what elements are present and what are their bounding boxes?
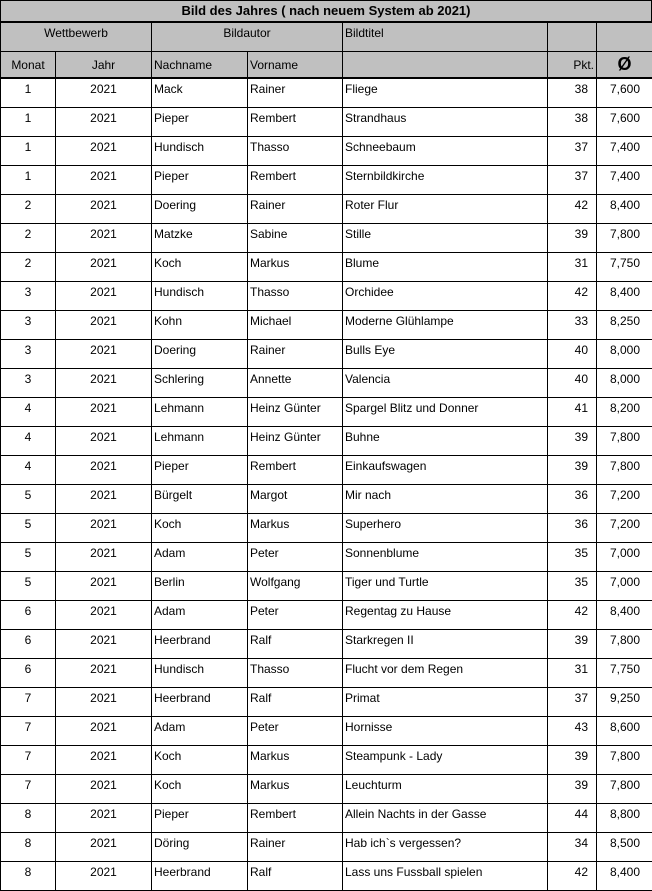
cell-bildtitel: Starkregen II — [343, 630, 548, 659]
cell-pkt: 39 — [548, 456, 597, 485]
table-row — [1, 456, 652, 485]
cell-pkt: 39 — [548, 746, 597, 775]
cell-bildtitel: Schneebaum — [343, 137, 548, 166]
cell-pkt: 39 — [548, 775, 597, 804]
cell-jahr: 2021 — [56, 485, 152, 514]
cell-nachname: Kohn — [152, 311, 248, 340]
cell-bildtitel: Mir nach — [343, 485, 548, 514]
table-row — [1, 862, 652, 891]
cell-vorname: Thasso — [248, 282, 343, 311]
col-header-jahr: Jahr — [56, 52, 152, 79]
col-header-pkt: Pkt. — [548, 52, 597, 79]
cell-vorname: Rainer — [248, 340, 343, 369]
col-header-average: Ø — [597, 52, 652, 79]
cell-bildtitel: Leuchturm — [343, 775, 548, 804]
cell-monat: 4 — [1, 398, 56, 427]
cell-nachname: Bürgelt — [152, 485, 248, 514]
cell-average: 8,400 — [597, 282, 652, 311]
cell-pkt: 42 — [548, 282, 597, 311]
cell-monat: 5 — [1, 572, 56, 601]
cell-average: 7,750 — [597, 659, 652, 688]
table-row — [1, 543, 652, 572]
cell-monat: 4 — [1, 427, 56, 456]
cell-vorname: Rainer — [248, 195, 343, 224]
table-row — [1, 485, 652, 514]
cell-nachname: Pieper — [152, 456, 248, 485]
cell-average: 7,200 — [597, 514, 652, 543]
cell-nachname: Koch — [152, 253, 248, 282]
cell-monat: 7 — [1, 775, 56, 804]
cell-bildtitel: Regentag zu Hause — [343, 601, 548, 630]
table-row — [1, 746, 652, 775]
cell-monat: 7 — [1, 746, 56, 775]
cell-jahr: 2021 — [56, 514, 152, 543]
cell-vorname: Thasso — [248, 137, 343, 166]
cell-bildtitel: Steampunk - Lady — [343, 746, 548, 775]
cell-vorname: Markus — [248, 253, 343, 282]
cell-monat: 2 — [1, 224, 56, 253]
cell-vorname: Rembert — [248, 804, 343, 833]
results-table — [0, 22, 652, 891]
cell-average: 7,000 — [597, 572, 652, 601]
cell-nachname: Hundisch — [152, 659, 248, 688]
cell-vorname: Markus — [248, 746, 343, 775]
cell-bildtitel: Moderne Glühlampe — [343, 311, 548, 340]
cell-pkt: 36 — [548, 485, 597, 514]
cell-nachname: Adam — [152, 717, 248, 746]
cell-monat: 3 — [1, 282, 56, 311]
cell-average: 7,800 — [597, 456, 652, 485]
cell-average: 7,600 — [597, 78, 652, 108]
cell-average: 7,400 — [597, 137, 652, 166]
cell-monat: 6 — [1, 659, 56, 688]
cell-bildtitel: Spargel Blitz und Donner — [343, 398, 548, 427]
cell-monat: 5 — [1, 485, 56, 514]
cell-jahr: 2021 — [56, 427, 152, 456]
cell-bildtitel: Hab ich`s vergessen? — [343, 833, 548, 862]
cell-nachname: Lehmann — [152, 398, 248, 427]
cell-jahr: 2021 — [56, 137, 152, 166]
cell-average: 7,800 — [597, 775, 652, 804]
cell-pkt: 42 — [548, 601, 597, 630]
cell-jahr: 2021 — [56, 833, 152, 862]
cell-nachname: Doering — [152, 340, 248, 369]
cell-pkt: 39 — [548, 427, 597, 456]
table-row — [1, 282, 652, 311]
cell-nachname: Mack — [152, 78, 248, 108]
cell-jahr: 2021 — [56, 311, 152, 340]
group-empty-avg — [597, 23, 652, 52]
cell-bildtitel: Lass uns Fussball spielen — [343, 862, 548, 891]
cell-average: 8,400 — [597, 862, 652, 891]
group-header-row — [1, 23, 652, 52]
cell-bildtitel: Orchidee — [343, 282, 548, 311]
cell-bildtitel: Strandhaus — [343, 108, 548, 137]
cell-vorname: Sabine — [248, 224, 343, 253]
cell-bildtitel: Hornisse — [343, 717, 548, 746]
cell-monat: 1 — [1, 108, 56, 137]
cell-vorname: Markus — [248, 514, 343, 543]
cell-vorname: Heinz Günter — [248, 427, 343, 456]
cell-nachname: Hundisch — [152, 137, 248, 166]
cell-pkt: 42 — [548, 195, 597, 224]
col-header-bildtitel — [343, 52, 548, 79]
cell-nachname: Heerbrand — [152, 862, 248, 891]
table-row — [1, 137, 652, 166]
cell-bildtitel: Stille — [343, 224, 548, 253]
cell-nachname: Doering — [152, 195, 248, 224]
column-header-row — [1, 52, 652, 79]
cell-vorname: Peter — [248, 717, 343, 746]
cell-nachname: Lehmann — [152, 427, 248, 456]
cell-pkt: 42 — [548, 862, 597, 891]
table-row — [1, 601, 652, 630]
cell-monat: 7 — [1, 717, 56, 746]
cell-jahr: 2021 — [56, 166, 152, 195]
cell-average: 8,500 — [597, 833, 652, 862]
cell-vorname: Peter — [248, 601, 343, 630]
cell-jahr: 2021 — [56, 456, 152, 485]
cell-monat: 2 — [1, 253, 56, 282]
cell-jahr: 2021 — [56, 717, 152, 746]
cell-monat: 6 — [1, 601, 56, 630]
cell-nachname: Berlin — [152, 572, 248, 601]
cell-jahr: 2021 — [56, 224, 152, 253]
cell-monat: 8 — [1, 862, 56, 891]
cell-average: 7,750 — [597, 253, 652, 282]
cell-pkt: 40 — [548, 369, 597, 398]
col-header-nachname: Nachname — [152, 52, 248, 79]
col-header-vorname: Vorname — [248, 52, 343, 79]
cell-pkt: 33 — [548, 311, 597, 340]
cell-jahr: 2021 — [56, 572, 152, 601]
cell-pkt: 37 — [548, 166, 597, 195]
table-row — [1, 775, 652, 804]
table-row — [1, 311, 652, 340]
cell-vorname: Markus — [248, 775, 343, 804]
cell-bildtitel: Roter Flur — [343, 195, 548, 224]
cell-nachname: Koch — [152, 746, 248, 775]
cell-monat: 8 — [1, 804, 56, 833]
cell-pkt: 34 — [548, 833, 597, 862]
cell-average: 9,250 — [597, 688, 652, 717]
cell-jahr: 2021 — [56, 601, 152, 630]
cell-average: 8,600 — [597, 717, 652, 746]
cell-monat: 3 — [1, 369, 56, 398]
table-row — [1, 572, 652, 601]
cell-monat: 5 — [1, 543, 56, 572]
cell-vorname: Wolfgang — [248, 572, 343, 601]
cell-jahr: 2021 — [56, 253, 152, 282]
cell-pkt: 39 — [548, 224, 597, 253]
cell-jahr: 2021 — [56, 862, 152, 891]
cell-jahr: 2021 — [56, 630, 152, 659]
cell-bildtitel: Allein Nachts in der Gasse — [343, 804, 548, 833]
cell-vorname: Ralf — [248, 862, 343, 891]
table-body — [1, 78, 652, 891]
cell-average: 8,200 — [597, 398, 652, 427]
cell-average: 8,000 — [597, 369, 652, 398]
table-row — [1, 717, 652, 746]
cell-nachname: Koch — [152, 775, 248, 804]
table-row — [1, 630, 652, 659]
cell-average: 8,800 — [597, 804, 652, 833]
cell-pkt: 37 — [548, 137, 597, 166]
cell-vorname: Thasso — [248, 659, 343, 688]
cell-pkt: 31 — [548, 253, 597, 282]
table-row — [1, 253, 652, 282]
cell-average: 7,400 — [597, 166, 652, 195]
cell-bildtitel: Primat — [343, 688, 548, 717]
cell-average: 8,400 — [597, 195, 652, 224]
col-header-monat: Monat — [1, 52, 56, 79]
table-row — [1, 108, 652, 137]
cell-monat: 3 — [1, 311, 56, 340]
cell-jahr: 2021 — [56, 369, 152, 398]
table-row — [1, 224, 652, 253]
cell-monat: 7 — [1, 688, 56, 717]
cell-jahr: 2021 — [56, 746, 152, 775]
cell-vorname: Rainer — [248, 78, 343, 108]
cell-jahr: 2021 — [56, 775, 152, 804]
cell-jahr: 2021 — [56, 340, 152, 369]
cell-nachname: Döring — [152, 833, 248, 862]
cell-bildtitel: Tiger und Turtle — [343, 572, 548, 601]
cell-nachname: Adam — [152, 543, 248, 572]
cell-jahr: 2021 — [56, 398, 152, 427]
cell-pkt: 38 — [548, 108, 597, 137]
cell-bildtitel: Blume — [343, 253, 548, 282]
group-empty-pkt — [548, 23, 597, 52]
cell-nachname: Pieper — [152, 166, 248, 195]
cell-nachname: Schlering — [152, 369, 248, 398]
cell-bildtitel: Flucht vor dem Regen — [343, 659, 548, 688]
cell-vorname: Rembert — [248, 456, 343, 485]
cell-jahr: 2021 — [56, 108, 152, 137]
cell-bildtitel: Buhne — [343, 427, 548, 456]
cell-jahr: 2021 — [56, 195, 152, 224]
cell-average: 7,800 — [597, 224, 652, 253]
cell-jahr: 2021 — [56, 688, 152, 717]
sheet-title: Bild des Jahres ( nach neuem System ab 2021) — [0, 0, 652, 22]
cell-nachname: Koch — [152, 514, 248, 543]
cell-bildtitel: Einkaufswagen — [343, 456, 548, 485]
group-bildautor: Bildautor — [152, 23, 343, 52]
cell-average: 7,200 — [597, 485, 652, 514]
cell-pkt: 35 — [548, 572, 597, 601]
group-bildtitel: Bildtitel — [343, 23, 548, 52]
cell-vorname: Ralf — [248, 630, 343, 659]
cell-pkt: 37 — [548, 688, 597, 717]
cell-nachname: Heerbrand — [152, 630, 248, 659]
cell-pkt: 35 — [548, 543, 597, 572]
table-row — [1, 166, 652, 195]
group-wettbewerb: Wettbewerb — [1, 23, 152, 52]
table-row — [1, 833, 652, 862]
cell-vorname: Michael — [248, 311, 343, 340]
cell-average: 8,250 — [597, 311, 652, 340]
cell-vorname: Rembert — [248, 166, 343, 195]
cell-vorname: Margot — [248, 485, 343, 514]
cell-jahr: 2021 — [56, 78, 152, 108]
cell-nachname: Pieper — [152, 804, 248, 833]
table-row — [1, 78, 652, 108]
cell-monat: 1 — [1, 166, 56, 195]
cell-pkt: 39 — [548, 630, 597, 659]
cell-nachname: Hundisch — [152, 282, 248, 311]
cell-vorname: Rembert — [248, 108, 343, 137]
table-row — [1, 195, 652, 224]
cell-pkt: 44 — [548, 804, 597, 833]
cell-pkt: 43 — [548, 717, 597, 746]
cell-jahr: 2021 — [56, 804, 152, 833]
table-row — [1, 659, 652, 688]
cell-nachname: Matzke — [152, 224, 248, 253]
cell-pkt: 41 — [548, 398, 597, 427]
table-row — [1, 804, 652, 833]
cell-bildtitel: Sternbildkirche — [343, 166, 548, 195]
cell-average: 7,800 — [597, 746, 652, 775]
cell-pkt: 40 — [548, 340, 597, 369]
table-row — [1, 514, 652, 543]
table-row — [1, 398, 652, 427]
cell-nachname: Pieper — [152, 108, 248, 137]
cell-jahr: 2021 — [56, 543, 152, 572]
cell-vorname: Rainer — [248, 833, 343, 862]
table-row — [1, 340, 652, 369]
table-row — [1, 688, 652, 717]
cell-vorname: Ralf — [248, 688, 343, 717]
cell-bildtitel: Superhero — [343, 514, 548, 543]
cell-monat: 1 — [1, 78, 56, 108]
cell-nachname: Adam — [152, 601, 248, 630]
cell-vorname: Heinz Günter — [248, 398, 343, 427]
cell-monat: 4 — [1, 456, 56, 485]
cell-monat: 5 — [1, 514, 56, 543]
cell-monat: 6 — [1, 630, 56, 659]
cell-bildtitel: Valencia — [343, 369, 548, 398]
cell-bildtitel: Fliege — [343, 78, 548, 108]
cell-pkt: 38 — [548, 78, 597, 108]
table-row — [1, 369, 652, 398]
cell-pkt: 31 — [548, 659, 597, 688]
cell-jahr: 2021 — [56, 282, 152, 311]
cell-monat: 3 — [1, 340, 56, 369]
cell-average: 7,600 — [597, 108, 652, 137]
cell-average: 8,400 — [597, 601, 652, 630]
cell-average: 7,800 — [597, 427, 652, 456]
cell-pkt: 36 — [548, 514, 597, 543]
cell-average: 7,800 — [597, 630, 652, 659]
cell-monat: 2 — [1, 195, 56, 224]
cell-vorname: Annette — [248, 369, 343, 398]
cell-bildtitel: Sonnenblume — [343, 543, 548, 572]
cell-average: 8,000 — [597, 340, 652, 369]
cell-vorname: Peter — [248, 543, 343, 572]
cell-nachname: Heerbrand — [152, 688, 248, 717]
cell-bildtitel: Bulls Eye — [343, 340, 548, 369]
cell-monat: 8 — [1, 833, 56, 862]
table-row — [1, 427, 652, 456]
cell-average: 7,000 — [597, 543, 652, 572]
cell-jahr: 2021 — [56, 659, 152, 688]
cell-monat: 1 — [1, 137, 56, 166]
